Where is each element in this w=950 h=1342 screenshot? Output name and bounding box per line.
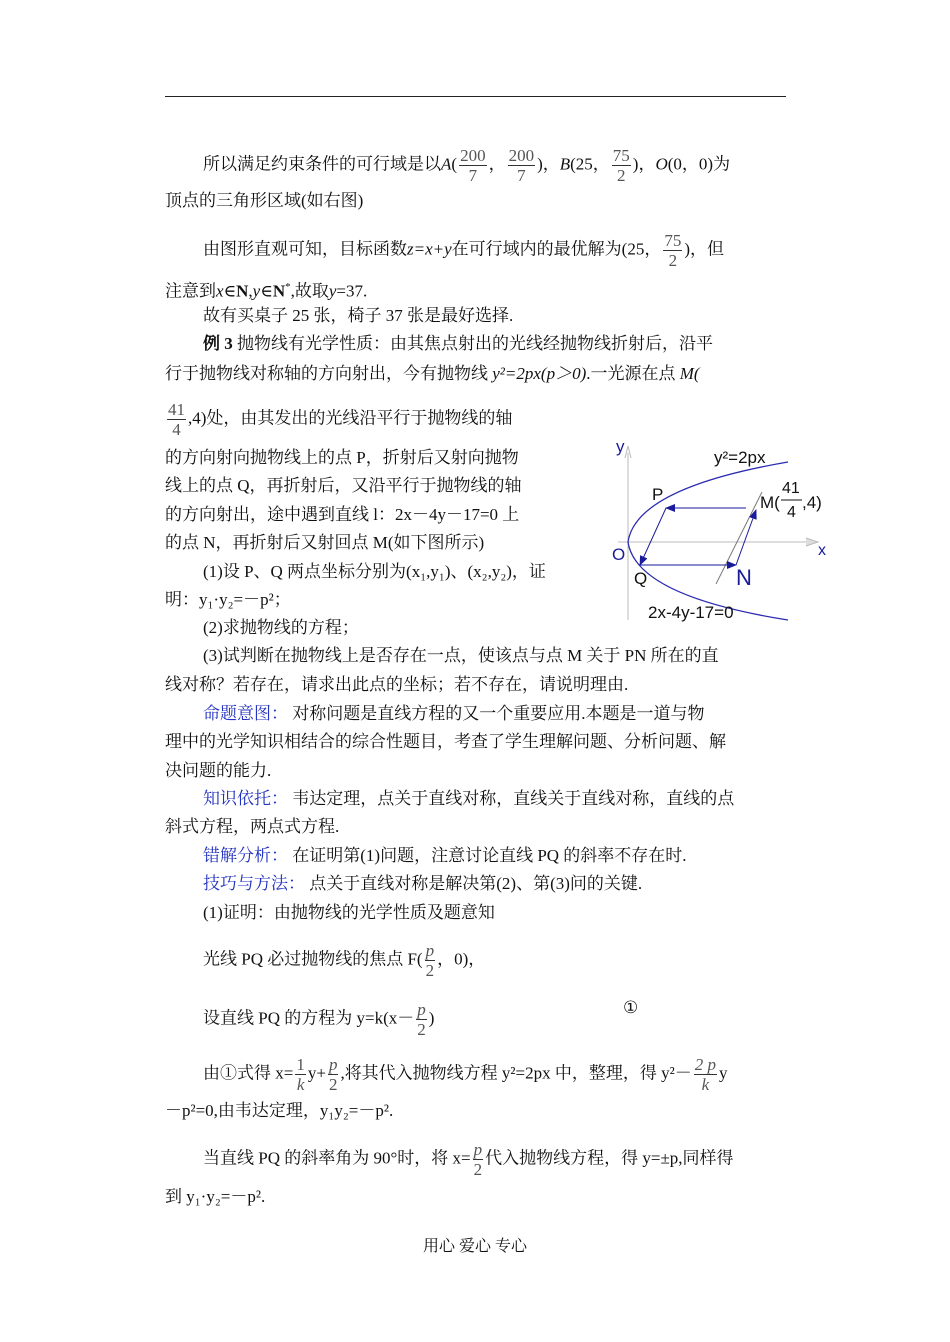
- fraction: [663, 231, 682, 270]
- b-x: 25: [575, 154, 593, 174]
- text: 代入抛物线方程，得 y=±p,同样得: [485, 1148, 734, 1168]
- solution-line-7: 到 y₁·y₂=－p².: [165, 1187, 266, 1206]
- question-1-a: (1)设 P、Q 两点坐标分别为(x₁,y₁)、(x₂,y₂)，证: [203, 562, 546, 581]
- denominator: 7: [459, 165, 487, 185]
- numerator: 75: [612, 146, 630, 165]
- intent-line-1: [203, 703, 705, 725]
- example-3-line-4: 的方向射向抛物线上的点 P，折射后又射向抛物: [165, 448, 519, 467]
- paragraph-feasible-region: 所以满足约束条件的可行域是以A( $\frac{200}{7}$ ， $\frac{200}{7}$ )，B(25， $\frac{75}{2}$ )，O(0，0)为: [203, 146, 731, 185]
- var: y: [252, 281, 261, 301]
- solution-line-2: [203, 941, 485, 980]
- text: 对称问题是直线方程的又一个重要应用.本题是一道与物: [292, 704, 705, 723]
- numerator: 41: [168, 400, 185, 419]
- text: 点关于直线对称是解决第(2)、第(3)问的关键.: [309, 874, 643, 893]
- header-rule: [165, 96, 786, 97]
- paragraph-optimal: [203, 231, 724, 270]
- text: ,将其代入抛物线方程 y²=2px 中，整理，得 y²－: [340, 1063, 692, 1083]
- text: 注意到: [165, 281, 216, 301]
- solution-line-3: [203, 1000, 434, 1039]
- denominator: 2: [612, 165, 631, 185]
- solution-line-5: －p²=0,由韦达定理，y₁y₂=－p².: [165, 1101, 394, 1120]
- point-O: O: [655, 154, 668, 174]
- set-N: N: [236, 281, 249, 301]
- paragraph-conclusion: 故有买桌子 25 张，椅子 37 张是最好选择.: [203, 306, 514, 325]
- text: ，0)，: [437, 949, 486, 969]
- origin-label: O: [612, 545, 626, 564]
- denominator: 2: [473, 1160, 483, 1179]
- numerator: 75: [664, 231, 682, 250]
- point-B: B: [559, 154, 571, 174]
- fraction: [612, 146, 631, 185]
- example-3-line-2: [165, 363, 700, 385]
- parabola-figure: [596, 428, 836, 628]
- fraction: [425, 941, 436, 980]
- denominator: k: [694, 1074, 717, 1094]
- text: ∈: [260, 281, 273, 301]
- text: 韦达定理，点关于直线对称，直线关于直线对称，直线的点: [292, 789, 735, 808]
- fraction: [416, 1000, 427, 1039]
- text: 由图形直观可知，目标函数: [203, 239, 407, 259]
- fraction: [295, 1055, 306, 1094]
- tip-label: 技巧与方法：: [203, 874, 305, 893]
- m-numerator: 41: [782, 480, 800, 497]
- denominator: 2: [425, 961, 435, 980]
- question-3-b: 线对称？若存在，请求出此点的坐标；若不存在，请说明理由.: [165, 675, 629, 694]
- basis-line-1: [203, 788, 734, 810]
- fraction: [167, 400, 186, 439]
- basis-label: 知识依托：: [203, 789, 288, 808]
- m-denominator: 4: [787, 504, 796, 521]
- text: ,4)处，由其发出的光线沿平行于抛物线的轴: [188, 408, 513, 428]
- question-1-b: 明：y₁·y₂=－p²；: [165, 590, 291, 609]
- example-3-line-7: 的点 N，再折射后又射回点 M(如下图所示): [165, 533, 485, 552]
- text: )，但: [684, 239, 724, 259]
- numerator: p: [473, 1140, 483, 1159]
- text: 在可行域内的最优解为(25，: [451, 239, 662, 259]
- footer: 用心 爱心 专心: [422, 1238, 527, 1255]
- text: 当直线 PQ 的斜率角为 90°时，将 x=: [203, 1148, 471, 1168]
- numerator: p: [425, 941, 435, 960]
- text: 在证明第(1)问题，注意讨论直线 PQ 的斜率不存在时.: [292, 846, 687, 865]
- example-3-line-5: 线上的点 Q，再折射后，又沿平行于抛物线的轴: [165, 476, 522, 495]
- denominator: 2: [417, 1020, 426, 1039]
- solution-line-4: [203, 1055, 727, 1094]
- superscript: *: [285, 281, 291, 293]
- numerator: 200: [460, 146, 486, 165]
- equation-tag: ①: [623, 998, 639, 1017]
- denominator: 2: [328, 1075, 338, 1094]
- paragraph-continuation: 顶点的三角形区域(如右图): [165, 191, 364, 210]
- point-P-label: P: [652, 485, 664, 504]
- text: y: [718, 1063, 728, 1083]
- fraction: [328, 1055, 339, 1094]
- text: ,: [248, 281, 253, 301]
- example-3-line-1: [203, 333, 713, 355]
- solution-line-1: (1)证明：由抛物线的光学性质及题意知: [203, 903, 495, 922]
- numerator: p: [328, 1055, 338, 1074]
- point-A: A: [441, 154, 452, 174]
- text: 抛物线有光学性质：由其焦点射出的光线经抛物线折射后，沿平: [237, 334, 713, 353]
- text: 设直线 PQ 的方程为 y=k(x－: [203, 1008, 415, 1028]
- point-M-label-end: ,4): [802, 493, 822, 512]
- var: y: [328, 281, 337, 301]
- text: y+: [307, 1063, 326, 1083]
- ray-P-to-Q: [640, 508, 666, 565]
- text: 行于抛物线对称轴的方向射出，今有抛物线: [165, 364, 488, 383]
- fraction: [473, 1140, 484, 1179]
- set-N: N: [272, 281, 286, 301]
- line-equation-label: 2x-4y-17=0: [648, 603, 734, 622]
- x-axis-label: x: [818, 542, 826, 559]
- denominator: 4: [167, 419, 186, 439]
- x-axis-arrow-icon: [806, 538, 818, 546]
- numerator: 2 p: [694, 1055, 716, 1074]
- tip-line: [203, 873, 642, 895]
- point-M-label: M(: [760, 493, 780, 512]
- numerator: 1: [296, 1055, 305, 1074]
- text: ,故取: [290, 281, 329, 301]
- question-2: (2)求抛物线的方程；: [203, 618, 359, 637]
- text: (0，0)为: [667, 154, 731, 174]
- numerator: 200: [508, 146, 535, 165]
- text: 所以满足约束条件的可行域是以: [203, 154, 441, 174]
- fraction: [459, 146, 487, 185]
- error-label: 错解分析：: [203, 846, 288, 865]
- paragraph-continuation: [165, 276, 367, 303]
- var: x: [216, 281, 224, 301]
- denominator: k: [296, 1075, 305, 1094]
- denominator: 2: [663, 250, 682, 270]
- text: .一光源在点: [586, 364, 676, 383]
- point-M: M(: [679, 364, 700, 383]
- text: ∈: [223, 281, 237, 301]
- point-Q-label: Q: [634, 569, 648, 588]
- solution-line-6: [203, 1140, 734, 1179]
- denominator: 7: [508, 165, 536, 185]
- example-3-line-3: [165, 400, 512, 439]
- text: 由①式得 x=: [203, 1063, 294, 1083]
- numerator: p: [417, 1000, 426, 1019]
- text: =37.: [336, 281, 368, 301]
- error-line: [203, 845, 687, 867]
- fraction: [694, 1055, 717, 1094]
- example-3-line-6: 的方向射出，途中遇到直线 l：2x－4y－17=0 上: [165, 505, 520, 524]
- curve-label: y²=2px: [714, 448, 766, 467]
- question-3-a: (3)试判断在抛物线上是否存在一点，使该点与点 M 关于 PN 所在的直: [203, 646, 719, 665]
- point-N-label: N: [736, 565, 752, 590]
- intent-label: 命题意图：: [203, 704, 288, 723]
- y-axis-label: y: [616, 437, 625, 456]
- example-label: 例 3: [203, 334, 233, 353]
- text: ): [428, 1008, 435, 1028]
- parabola-equation: y²=2px(p＞0): [492, 364, 587, 383]
- objective-function: z=x+y: [407, 239, 452, 259]
- intent-line-2: 理中的光学知识相结合的综合性题目，考查了学生理解问题、分析问题、解: [165, 732, 726, 751]
- basis-line-2: 斜式方程，两点式方程.: [165, 817, 340, 836]
- fraction: [508, 146, 536, 185]
- text: 光线 PQ 必过抛物线的焦点 F(: [203, 949, 423, 969]
- intent-line-3: 决问题的能力.: [165, 761, 272, 780]
